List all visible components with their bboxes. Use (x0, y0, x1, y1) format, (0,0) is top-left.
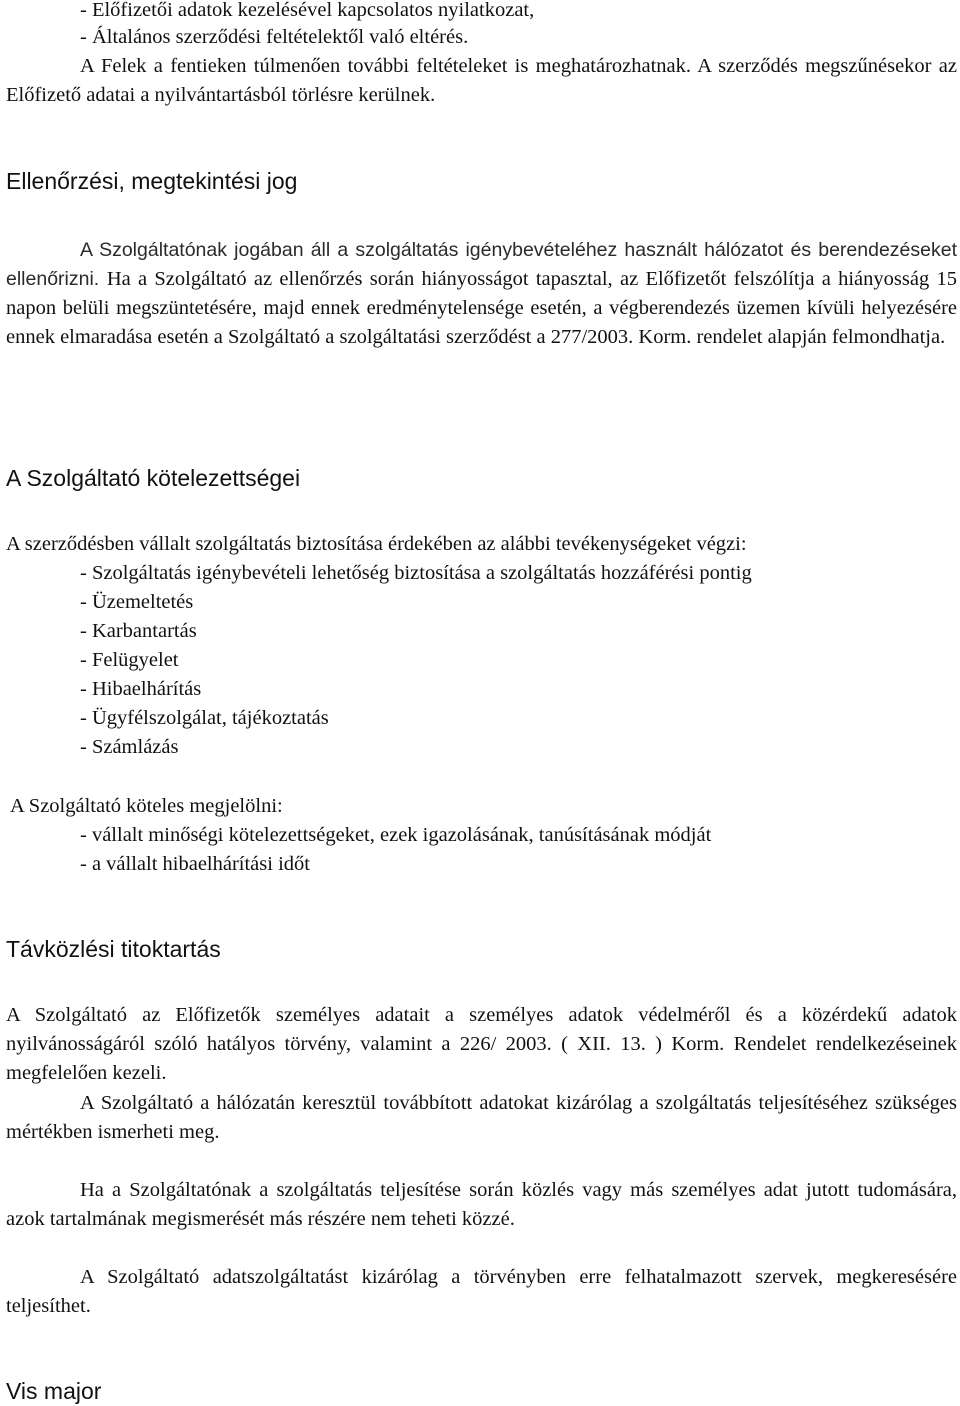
paragraph: Ha a Szolgáltatónak a szolgáltatás teljesítése során közlés vagy más személyes adat jutott tudomására, azok tartalmának megismerését más részére nem teheti közzé. (6, 1179, 957, 1230)
list-item: - Általános szerződési feltételektől való eltérés. (80, 26, 469, 48)
paragraph: A Felek a fentieken túlmenően további feltételeket is meghatározhatnak. A szerződés megszűnésekor az Előfizető adatai a nyilvántartásból törlésre kerülnek. (6, 55, 957, 106)
list-item: - Ügyfélszolgálat, tájékoztatás (80, 707, 329, 729)
list-item: - vállalt minőségi kötelezettségeket, ezek igazolásának, tanúsításának módját (80, 824, 712, 846)
paragraph: A Szolgáltató adatszolgáltatást kizárólag a törvényben erre felhatalmazott szervek, megkeresésére teljesíthet. (6, 1266, 957, 1317)
list-item: - Üzemeltetés (80, 591, 194, 613)
paragraph-serif-part: Ha a Szolgáltató az ellenőrzés során hiányosságot tapasztal, az Előfizetőt felszólítja a hiányosság 15 napon belüli megszüntetésére, majd ennek eredménytelensége esetén, a végberendezés üzemen kívüli helyezésére ennek elmaradása esetén a Szolgáltató a szolgáltatási szerződést a 277/2003. Korm. rendelet alapján felmondhatja. (6, 268, 957, 348)
paragraph: A Szolgáltató a hálózatán keresztül továbbított adatokat kizárólag a szolgáltatás teljesítéséhez szükséges mértékben ismerheti meg. (6, 1092, 957, 1143)
list-item: - Szolgáltatás igénybevételi lehetőség biztosítása a szolgáltatás hozzáférési pontig (80, 562, 752, 584)
section-heading: A Szolgáltató kötelezettségei (6, 465, 301, 491)
list-item: - Számlázás (80, 736, 179, 758)
section-heading: Vis major (6, 1378, 102, 1404)
paragraph: A Szolgáltató köteles megjelölni: (10, 795, 283, 817)
list-item: - Felügyelet (80, 649, 179, 671)
list-item: - a vállalt hibaelhárítási időt (80, 853, 310, 875)
list-item: - Hibaelhárítás (80, 678, 202, 700)
paragraph: A szerződésben vállalt szolgáltatás biztosítása érdekében az alábbi tevékenységeket végzi: (6, 533, 747, 555)
list-item: - Karbantartás (80, 620, 197, 642)
list-item: - Előfizetői adatok kezelésével kapcsolatos nyilatkozat, (80, 0, 535, 21)
paragraph-sans-part: A Szolgáltatónak jogában áll a szolgáltatás igénybevételéhez használt hálózatot és berendezéseket ellenőrizni. (6, 239, 957, 290)
section-heading: Távközlési titoktartás (6, 936, 221, 962)
paragraph (6, 236, 957, 352)
paragraph: A Szolgáltató az Előfizetők személyes adatait a személyes adatok védelméről és a közérdekű adatok nyilvánosságáról szóló hatályos törvény, valamint a 226/ 2003. ( XII. 13. ) Korm. Rendelet rendelkezéseinek megfelelően kezeli. (6, 1004, 957, 1084)
section-heading: Ellenőrzési, megtekintési jog (6, 168, 298, 194)
